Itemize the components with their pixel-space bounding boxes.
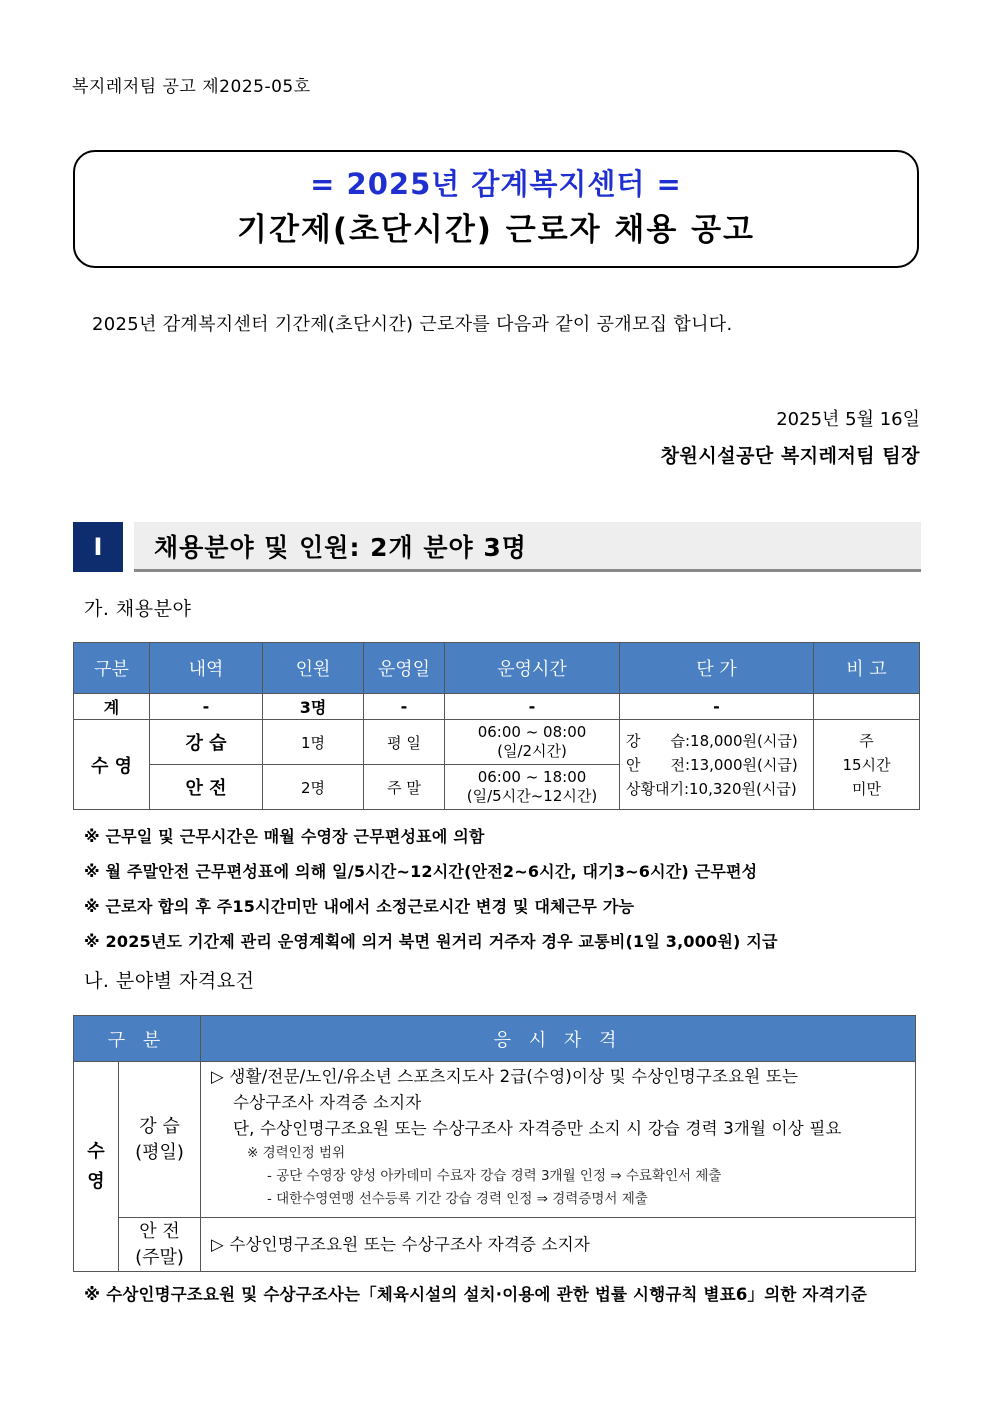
subsection-title-recruit-field: 가. 채용분야 <box>84 598 192 620</box>
price-cell <box>620 720 814 810</box>
note-item: ※ 월 주말안전 근무편성표에 의해 일/5시간~12시간(안전2~6시간, 대기3~6시간) 근무편성 <box>84 862 758 881</box>
header-cell: 운영일 <box>364 643 445 694</box>
total-hours: - <box>445 694 620 720</box>
experience-note: - 공단 수영장 양성 아카데미 수료자 강습 경력 3개월 인정 ⇒ 수료확인서 제출 <box>267 1168 722 1184</box>
header-cell: 응 시 자 격 <box>201 1016 916 1062</box>
intro-text: 2025년 감계복지센터 기간제(초단시간) 근로자를 다음과 같이 공개모집 합니다. <box>92 314 733 335</box>
recruit-field-table <box>73 642 920 810</box>
note-line: 15시간 <box>842 755 891 774</box>
requirement-line: 수상구조사 자격증 소지자 <box>233 1093 422 1112</box>
hours-cell <box>445 765 620 810</box>
table-header-row <box>74 1016 916 1062</box>
requirement-line: 단, 수상인명구조요원 또는 수상구조사 자격증만 소지 시 강습 경력 3개월 이상 필요 <box>233 1119 842 1138</box>
count-cell: 1명 <box>263 720 364 765</box>
total-price: - <box>620 694 814 720</box>
category-cell <box>74 1062 119 1272</box>
header-cell: 운영시간 <box>445 643 620 694</box>
total-note <box>814 694 920 720</box>
subsection-title-qualifications: 나. 분야별 자격요건 <box>84 970 255 992</box>
note-line: 미만 <box>852 779 881 798</box>
lesson-requirements <box>201 1062 916 1218</box>
note-item: ※ 2025년도 기간제 관리 운영계획에 의거 북면 원거리 거주자 경우 교통비(1일 3,000원) 지급 <box>84 932 778 951</box>
title-box <box>73 150 919 268</box>
signer: 창원시설공단 복지레저팀 팀장 <box>660 445 920 467</box>
hours-cell <box>445 720 620 765</box>
hours-range: 06:00 ~ 18:00 <box>477 768 587 786</box>
note-item: ※ 근무일 및 근무시간은 매월 수영장 근무편성표에 의함 <box>84 827 485 846</box>
hours-detail: (일/5시간~12시간) <box>466 787 598 805</box>
safety-label-sub: (주말) <box>135 1246 184 1268</box>
category-char: 수 <box>87 1140 105 1162</box>
table-row <box>74 1062 916 1218</box>
total-label: 계 <box>74 694 150 720</box>
header-cell: 구분 <box>74 643 150 694</box>
experience-note: ※ 경력인정 범위 <box>247 1145 346 1161</box>
note-cell <box>814 720 920 810</box>
price-lesson: 강 습:18,000원(시급) <box>626 731 798 750</box>
total-row <box>74 694 920 720</box>
header-cell: 내역 <box>150 643 263 694</box>
table-header-row <box>74 643 920 694</box>
price-standby: 상황대기:10,320원(시급) <box>626 779 797 798</box>
lesson-label: 강 습 <box>139 1115 180 1137</box>
total-days: - <box>364 694 445 720</box>
detail-cell: 안 전 <box>150 765 263 810</box>
days-cell: 주 말 <box>364 765 445 810</box>
notice-date: 2025년 5월 16일 <box>776 409 920 430</box>
safety-label: 안 전 <box>139 1220 180 1242</box>
days-cell: 평 일 <box>364 720 445 765</box>
lesson-label-sub: (평일) <box>135 1141 184 1163</box>
note-line: 주 <box>859 731 874 750</box>
footer-note: ※ 수상인명구조요원 및 수상구조사는「체육시설의 설치·이용에 관한 법률 시행규칙 별표6」의한 자격기준 <box>84 1285 867 1304</box>
title-line-2: 기간제(초단시간) 근로자 채용 공고 <box>237 212 755 248</box>
category-char: 영 <box>87 1170 105 1192</box>
section-title: 채용분야 및 인원: 2개 분야 3명 <box>154 532 527 562</box>
header-cell: 구 분 <box>74 1016 201 1062</box>
detail-cell: 강 습 <box>150 720 263 765</box>
note-item: ※ 근로자 합의 후 주15시간미만 내에서 소정근로시간 변경 및 대체근무 가능 <box>84 897 635 916</box>
total-count: 3명 <box>263 694 364 720</box>
section-number: Ⅰ <box>73 522 123 572</box>
header-cell: 인원 <box>263 643 364 694</box>
notes-list <box>84 824 778 964</box>
total-detail: - <box>150 694 263 720</box>
experience-note: - 대한수영연맹 선수등록 기간 강습 경력 인정 ⇒ 경력증명서 제출 <box>267 1191 648 1207</box>
safety-requirements <box>201 1218 916 1272</box>
hours-range: 06:00 ~ 08:00 <box>477 723 587 741</box>
requirement-line: ▷ 생활/전문/노인/유소년 스포츠지도사 2급(수영)이상 및 수상인명구조요원 또는 <box>211 1067 799 1086</box>
category-cell: 수 영 <box>74 720 150 810</box>
table-row <box>74 720 920 765</box>
lesson-label-cell <box>119 1062 201 1218</box>
count-cell: 2명 <box>263 765 364 810</box>
price-safety: 안 전:13,000원(시급) <box>626 755 798 774</box>
safety-label-cell <box>119 1218 201 1272</box>
notice-number: 복지레저팀 공고 제2025-05호 <box>72 77 311 97</box>
section-header <box>134 522 921 572</box>
qualification-table <box>73 1015 916 1272</box>
hours-detail: (일/2시간) <box>497 742 567 760</box>
requirement-line: ▷ 수상인명구조요원 또는 수상구조사 자격증 소지자 <box>211 1234 591 1254</box>
table-row <box>74 1218 916 1272</box>
header-cell: 단 가 <box>620 643 814 694</box>
header-cell: 비 고 <box>814 643 920 694</box>
title-line-1: = 2025년 감계복지센터 = <box>310 167 682 201</box>
